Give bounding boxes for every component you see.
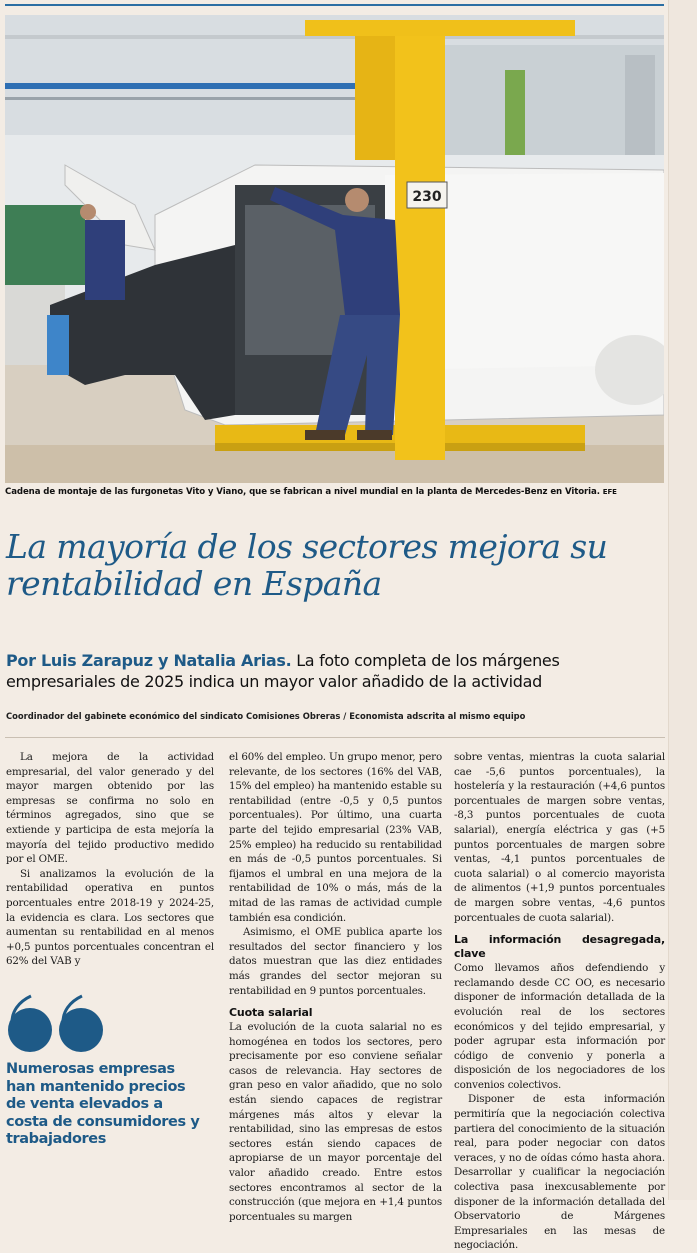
pull-quote: Numerosas empresas han mantenido precios de venta elevados a costa de consumidores y trabajadores xyxy=(6,1061,200,1148)
standfirst xyxy=(6,650,656,692)
standfirst-text: La foto completa de los márgenes empresariales de 2025 indica un mayor valor añadido de la actividad xyxy=(6,651,560,691)
paragraph: Disponer de esta información permitiría que la negociación colectiva partiera del conocimiento de la situación real, para poder negociar con datos veraces, y no de oídas cómo hasta ahora. Desarrollar y cualificar la negociación colectiva pasa inexcusablemente por disponer de la información detallada del Observatorio de Márgenes Empresariales en las mesas de negociación. xyxy=(454,1093,665,1252)
paragraph: Como llevamos años defendiendo y reclamando desde CC OO, es necesario disponer de información detallada de la evolución real de los sectores económicos y del tejido empresarial, y poder agrupar esta información por código de convenio y ponerla a disposición de los negociadores de los convenios colectivos. xyxy=(454,962,665,1091)
subheading: La información desagregada, clave xyxy=(454,933,665,961)
station-sign: 230 xyxy=(412,189,442,205)
author-byline: Por Luis Zarapuz y Natalia Arias. xyxy=(6,651,292,670)
paragraph: el 60% del empleo. Un grupo menor, pero relevante, de los sectores (16% del VAB, 15% del empleo) ha mantenido estable su rentabilidad (entre -0,5 y 0,5 puntos porcentuales). Por último, una cuarta parte del tejido empresarial (23% VAB, 25% empleo) ha reducido su rentabilidad en más de -0,5 puntos porcentuales. Si fijamos el umbral en una mejora de la rentabilidad de 10% o más, más de la mitad de las ramas de actividad cumple también esa condición. xyxy=(229,751,442,924)
paragraph: La mejora de la actividad empresarial, del valor generado y del mayor margen obtenido por las empresas se confirma no solo en términos agregados, sino que se extiende y participa de esta mejoría la mayoría del tejido productivo medido por el OME. xyxy=(6,751,214,866)
body-column-1 xyxy=(6,750,214,969)
article-headline: La mayoría de los sectores mejora su rentabilidad en España xyxy=(6,527,608,603)
article-photo xyxy=(5,15,664,483)
subheading: Cuota salarial xyxy=(229,1006,313,1020)
author-roles: Coordinador del gabinete económico del sindicato Comisiones Obreras / Economista adscrita al mismo equipo xyxy=(6,711,526,721)
photo-credit: EFE xyxy=(602,488,617,496)
quote-marks-icon xyxy=(6,990,106,1054)
caption-text: Cadena de montaje de las furgonetas Vito y Viano, que se fabrican a nivel mundial en la planta de Mercedes-Benz en Vitoria. xyxy=(5,487,600,497)
body-column-3 xyxy=(454,750,665,1253)
page-margin-strip xyxy=(668,0,697,1200)
section-divider xyxy=(5,737,665,738)
paragraph: sobre ventas, mientras la cuota salarial cae -5,6 puntos porcentuales), la hostelería y la restauración (+4,6 puntos porcentuales de margen sobre ventas, -8,3 puntos porcentuales de cuota salarial), energía eléctrica y gas (+5 puntos porcentuales de margen sobre ventas, -4,1 puntos porcentuales de cuota salarial) o al comercio mayorista de alimentos (+1,9 puntos porcentuales de margen sobre ventas, -4,6 puntos porcentuales de cuota salarial). xyxy=(454,751,665,924)
paragraph: Si analizamos la evolución de la rentabilidad operativa en puntos porcentuales entre 2018-19 y 2024-25, la evidencia es clara. Los sectores que aumentan su rentabilidad en al menos +0,5 puntos porcentuales concentran el 62% del VAB y xyxy=(6,867,214,968)
top-rule xyxy=(5,4,664,6)
body-column-2 xyxy=(229,750,442,1224)
paragraph: Asimismo, el OME publica aparte los resultados del sector financiero y los datos muestran que las diez entidades más grandes del sector mejoran su rentabilidad en 9 puntos porcentuales. xyxy=(229,926,442,997)
paragraph: La evolución de la cuota salarial no es homogénea en todos los sectores, pero precisamente por eso conviene señalar casos de relevancia. Hay sectores de gran peso en valor añadido, que no solo están siendo capaces de registrar márgenes más altos y elevar la rentabilidad, sino las empresas de estos sectores están siendo capaces de apropiarse de un mayor porcentaje del valor añadido creado. Entre estos sectores encontramos al sector de la construcción (que mejora en +1,4 puntos porcentuales su margen xyxy=(229,1021,442,1223)
photo-caption xyxy=(5,487,665,497)
